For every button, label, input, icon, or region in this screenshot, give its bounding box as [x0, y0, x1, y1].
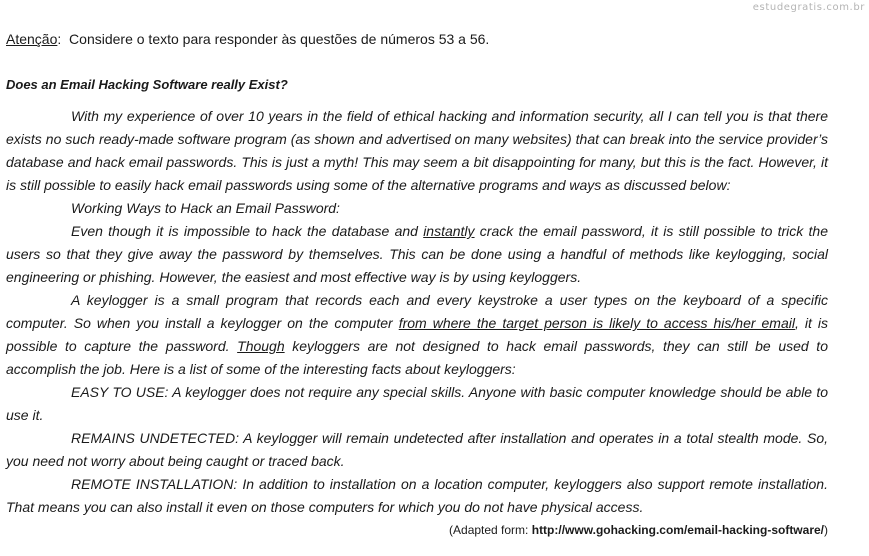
attention-text: Considere o texto para responder às questões de números 53 a 56.: [69, 31, 490, 47]
source-suffix: ): [824, 523, 828, 537]
paragraph-3: [6, 220, 828, 289]
paragraph-3-part-b: crack the email password, it is still possible to trick the users so that they give away the password by themselves. This can be done using a handful of methods like keylogging, social engineering or phishing. However, the easiest and most effective way is by using keyloggers.: [6, 223, 828, 285]
paragraph-4-part-c: keyloggers are not designed to hack email passwords, they can still be used to accomplish the job. Here is a list of some of the interesting facts about keyloggers:: [6, 338, 828, 377]
attention-label: Atenção: [6, 31, 58, 47]
paragraph-2: Working Ways to Hack an Email Password:: [71, 200, 340, 216]
paragraph-3-part-a: Even though it is impossible to hack the database and: [71, 223, 424, 239]
paragraph-6: REMAINS UNDETECTED: A keylogger will remain undetected after installation and operates in a total stealth mode. So, you need not worry about being caught or traced back.: [6, 430, 828, 469]
article-title: Does an Email Hacking Software really Exist?: [6, 77, 288, 92]
underlined-though: Though: [237, 338, 285, 354]
paragraph-7: REMOTE INSTALLATION: In addition to installation on a location computer, keyloggers also support remote installation. That means you can also install it even on those computers for which you do not have physical access.: [6, 476, 828, 515]
attention-colon: :: [57, 31, 70, 47]
underlined-target-phrase: from where the target person is likely to access his/her email: [398, 315, 795, 331]
source-prefix: (Adapted form:: [449, 523, 532, 537]
underlined-instantly: instantly: [423, 223, 475, 239]
paragraph-5: EASY TO USE: A keylogger does not require any special skills. Anyone with basic computer knowledge should be able to use it.: [6, 384, 828, 423]
article-body: [6, 105, 828, 519]
paragraph-4-part-b: , it is possible to capture the password.: [6, 315, 829, 354]
paragraph-4-part-a: A keylogger is a small program that records each and every keystroke a user types on the keyboard of a specific computer. So when you install a keylogger on the computer: [6, 292, 828, 331]
paragraph-4: [6, 289, 828, 381]
source-citation: [449, 523, 828, 537]
paragraph-1: With my experience of over 10 years in the field of ethical hacking and information security, all I can tell you is that there exists no such ready-made software program (as shown and advertised on many websites) that can break into the service provider’s database and hack email passwords. This is just a myth! This may seem a bit disappointing for many, but this is the fact. However, it is still possible to easily hack email passwords using some of the alternative programs and ways as discussed below:: [6, 108, 828, 193]
watermark: estudegratis.com.br: [752, 2, 865, 13]
source-url: http://www.gohacking.com/email-hacking-software/: [531, 523, 824, 537]
attention-line: [6, 31, 489, 47]
